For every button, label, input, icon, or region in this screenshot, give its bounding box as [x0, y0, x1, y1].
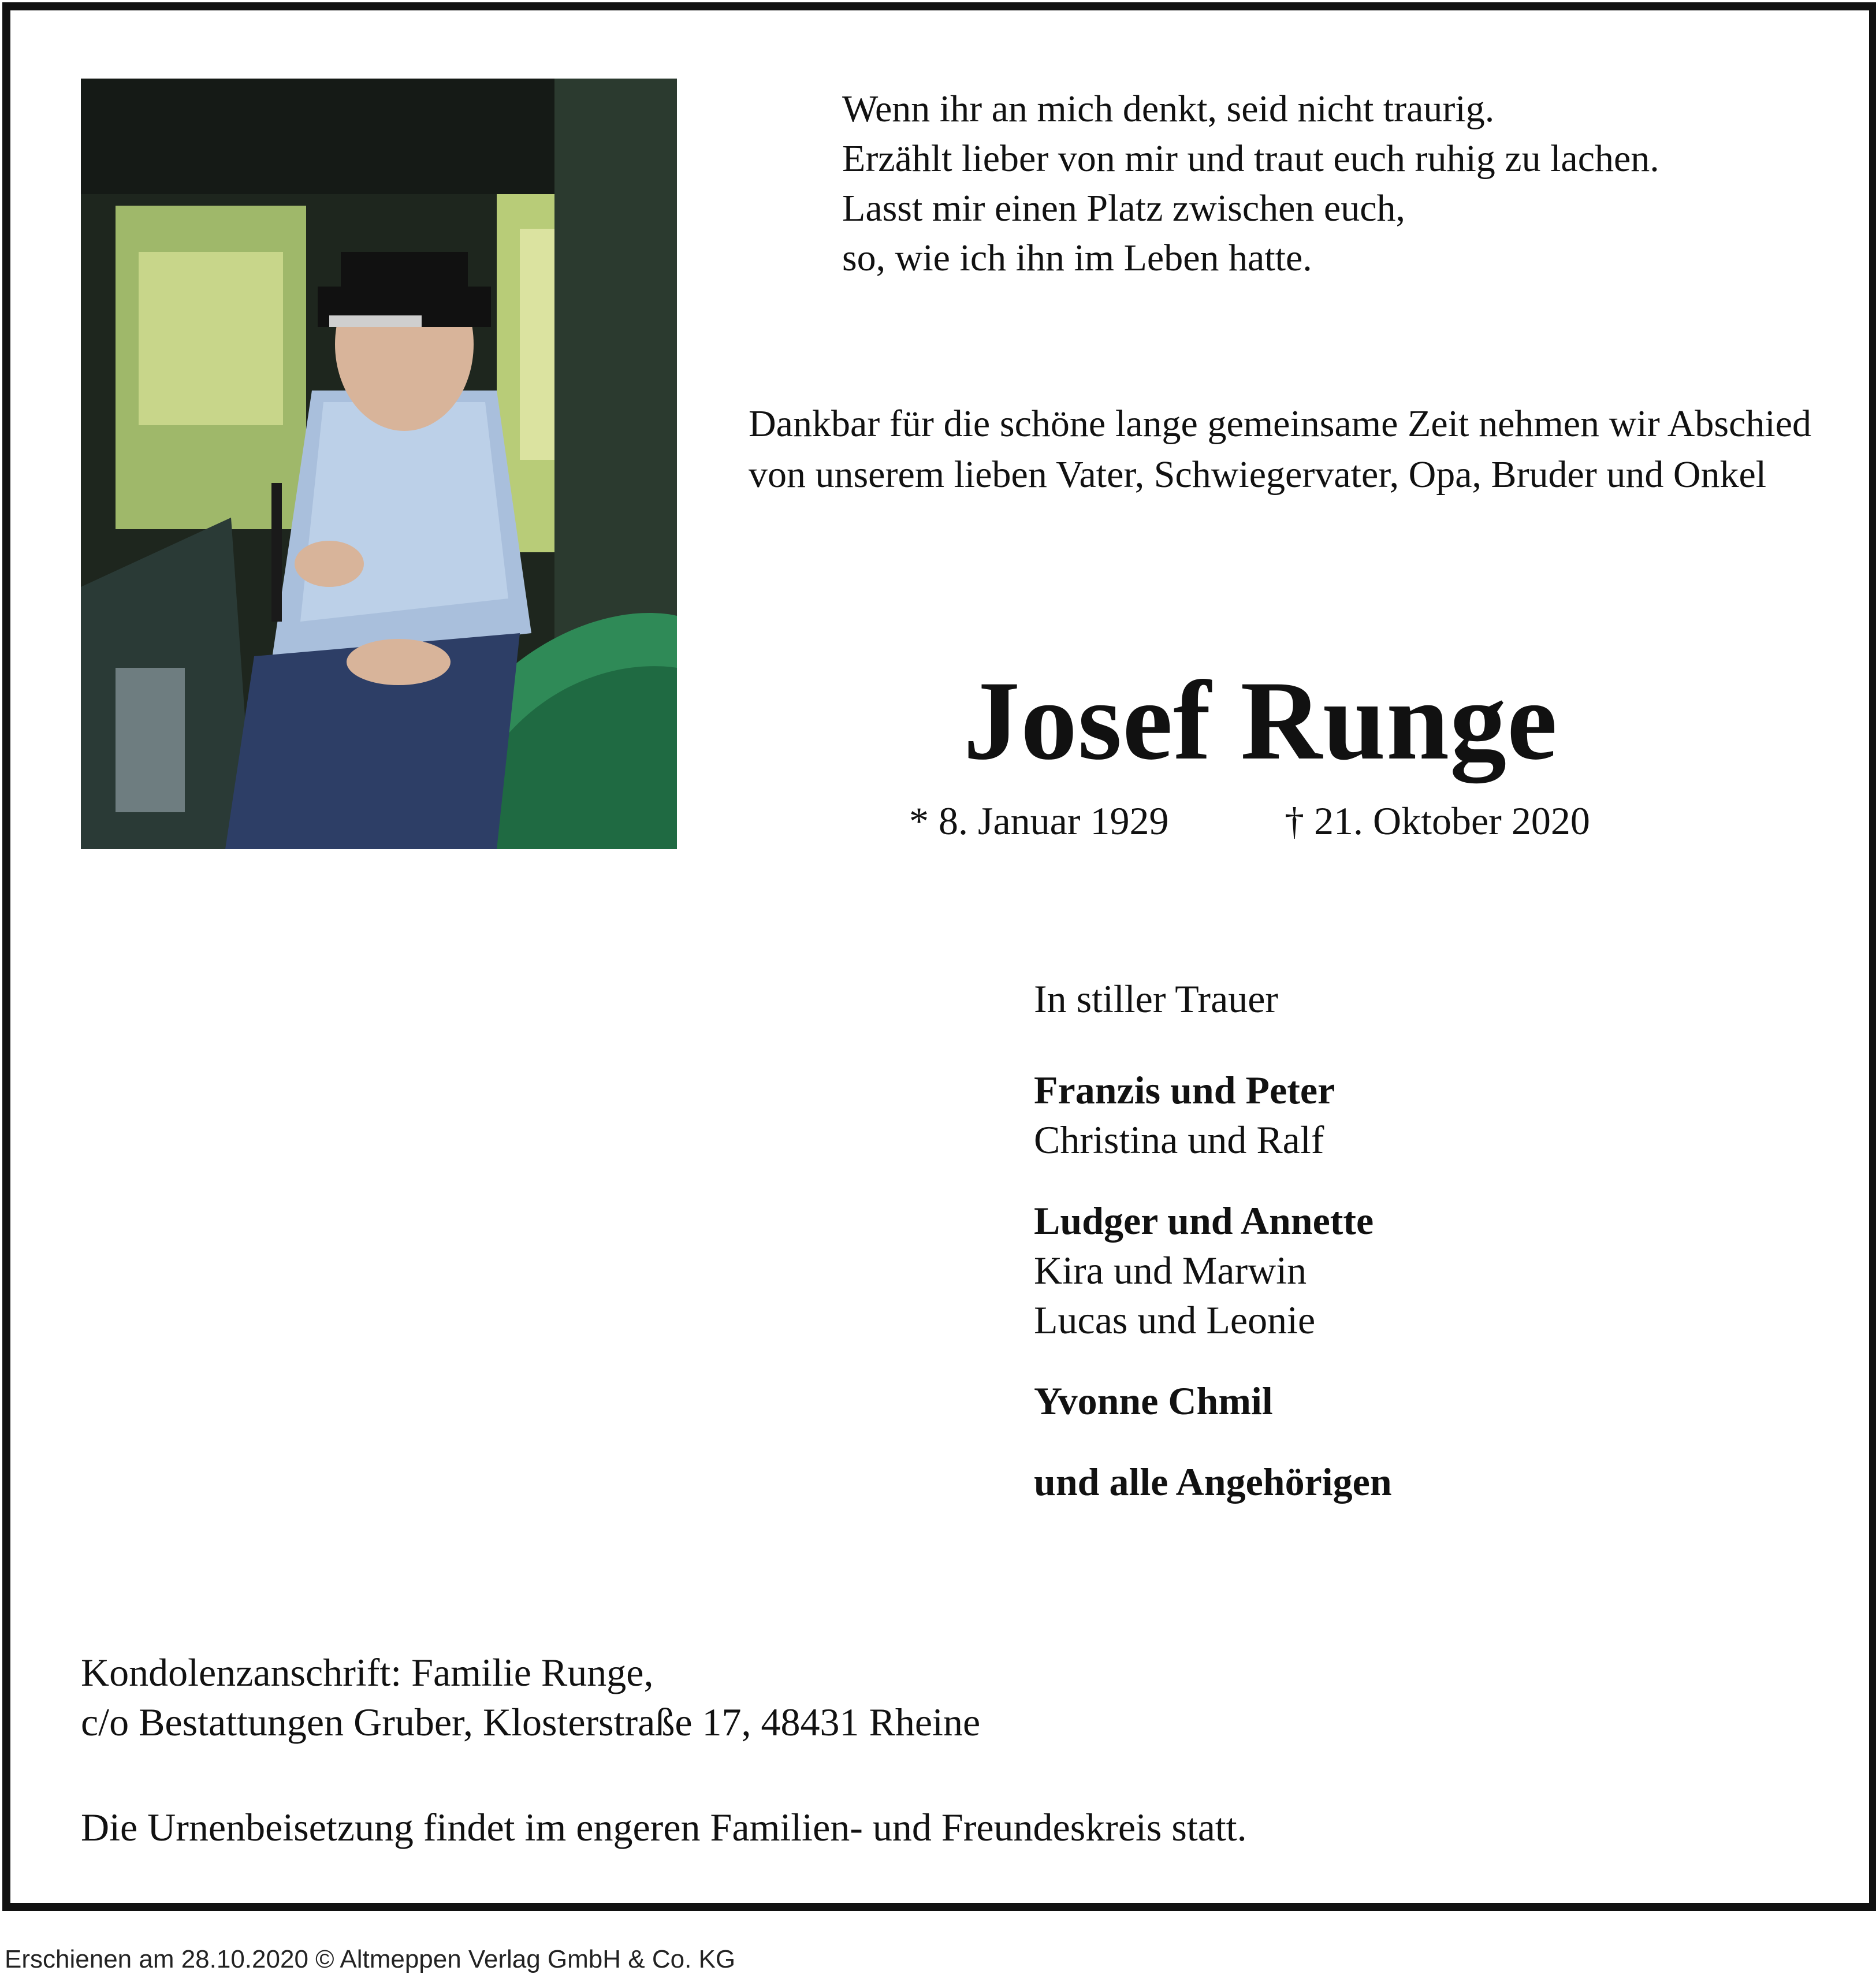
obituary-frame — [2, 2, 1876, 1911]
mourners-closing: und alle Angehörigen — [1034, 1460, 1392, 1504]
mourner-name: Yvonne Chmil — [1034, 1379, 1273, 1423]
poem-line: Lasst mir einen Platz zwischen euch, — [842, 187, 1406, 229]
mourner-name: Christina und Ralf — [1034, 1118, 1324, 1162]
mourner-name: Ludger und Annette — [1034, 1199, 1374, 1243]
poem-line: Erzählt lieber von mir und traut euch ruhig zu lachen. — [842, 137, 1659, 180]
mourners-heading: In stiller Trauer — [1034, 977, 1279, 1021]
birth-date: * 8. Januar 1929 — [909, 799, 1169, 843]
poem-line: Wenn ihr an mich denkt, seid nicht traurig. — [842, 88, 1495, 130]
mourner-name: Franzis und Peter — [1034, 1068, 1335, 1112]
portrait-photo — [81, 79, 677, 849]
farewell-text: Dankbar für die schöne lange gemeinsame Zeit nehmen wir Abschied von unserem lieben Vater, Schwiegervater, Opa, Bruder und Onkel — [749, 403, 1811, 496]
mourner-name: Lucas und Leonie — [1034, 1298, 1316, 1342]
publication-footer: Erschienen am 28.10.2020 © Altmeppen Verlag GmbH & Co. KG — [5, 1945, 736, 1973]
mourners-list — [1034, 974, 1392, 1507]
poem-line: so, wie ich ihn im Leben hatte. — [842, 237, 1312, 279]
poem — [842, 84, 1659, 283]
burial-notice: Die Urnenbeisetzung findet im engeren Familien- und Freundeskreis statt. — [81, 1805, 1247, 1849]
death-date: † 21. Oktober 2020 — [1285, 799, 1590, 843]
mourner-name: Kira und Marwin — [1034, 1248, 1307, 1292]
life-dates — [909, 795, 1590, 847]
condolence-address — [81, 1648, 980, 1747]
address-line: c/o Bestattungen Gruber, Klosterstraße 17, 48431 Rheine — [81, 1700, 981, 1744]
deceased-name: Josef Runge — [963, 658, 1558, 783]
address-line: Kondolenzanschrift: Familie Runge, — [81, 1650, 654, 1694]
